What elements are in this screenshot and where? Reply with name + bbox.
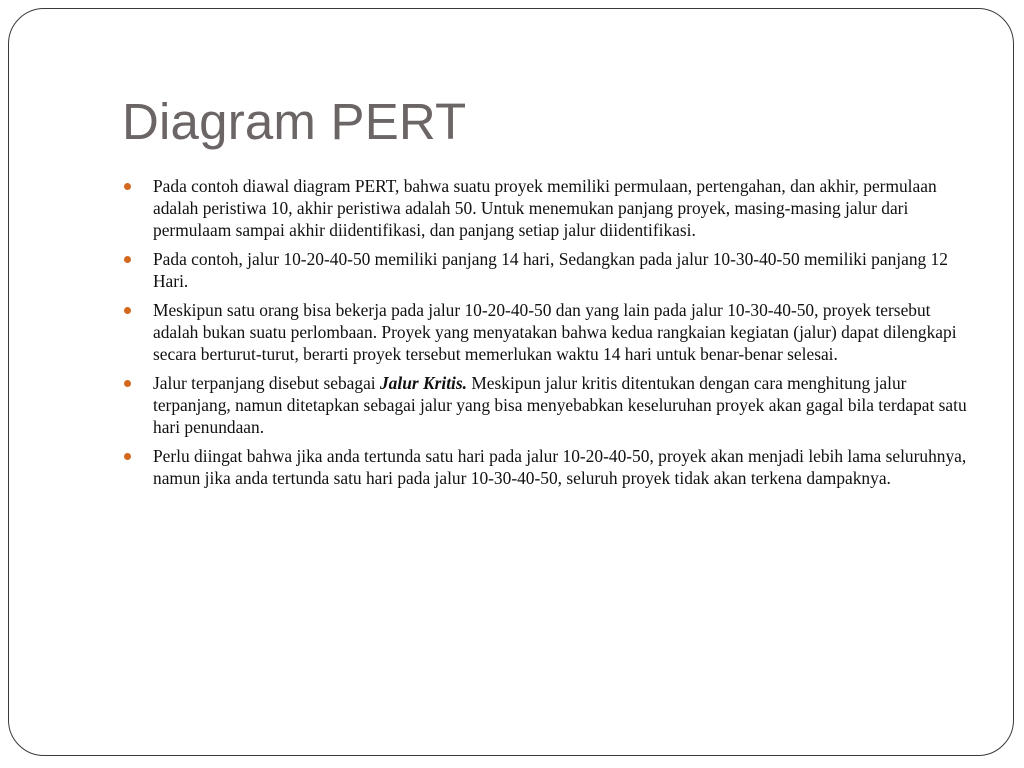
bullet-dot-icon bbox=[124, 453, 131, 460]
bullet-text: Pada contoh, jalur 10-20-40-50 memiliki panjang 14 hari, Sedangkan pada jalur 10-30-40-50 memiliki panjang 12 Hari. bbox=[153, 249, 948, 291]
slide-frame bbox=[8, 8, 1014, 756]
bullet-list bbox=[123, 175, 973, 496]
slide-title: Diagram PERT bbox=[122, 93, 467, 150]
bullet-text: Jalur terpanjang disebut sebagai bbox=[153, 373, 380, 393]
bullet-item bbox=[123, 175, 973, 241]
bullet-dot-icon bbox=[124, 256, 131, 263]
bullet-item bbox=[123, 248, 973, 292]
bullet-dot-icon bbox=[124, 307, 131, 314]
bullet-text: Meskipun satu orang bisa bekerja pada jalur 10-20-40-50 dan yang lain pada jalur 10-30-40-50, proyek tersebut adalah bukan suatu perlombaan. Proyek yang menyatakan bahwa kedua rangkaian kegiatan (jalur) dapat dilengkapi secara berturut-turut, berarti proyek tersebut memerlukan waktu 14 hari untuk benar-benar selesai. bbox=[153, 300, 957, 364]
bullet-dot-icon bbox=[124, 183, 131, 190]
bullet-text-continued: Meskipun jalur kritis ditentukan dengan cara menghitung jalur terpanjang, namun ditetapkan sebagai jalur yang bisa menyebabkan keseluruhan proyek akan gagal bila terdapat satu hari penundaan. bbox=[153, 373, 967, 437]
critical-path-term: Jalur Kritis. bbox=[379, 373, 467, 393]
bullet-item bbox=[123, 299, 973, 365]
bullet-item bbox=[123, 372, 973, 438]
bullet-dot-icon bbox=[124, 380, 131, 387]
bullet-item bbox=[123, 445, 973, 489]
bullet-text: Pada contoh diawal diagram PERT, bahwa suatu proyek memiliki permulaan, pertengahan, dan akhir, permulaan adalah peristiwa 10, akhir peristiwa adalah 50. Untuk menemukan panjang proyek, masing-masing jalur dari permulaam sampai akhir diidentifikasi, dan panjang setiap jalur diidentifikasi. bbox=[153, 176, 937, 240]
bullet-text: Perlu diingat bahwa jika anda tertunda satu hari pada jalur 10-20-40-50, proyek akan menjadi lebih lama seluruhnya, namun jika anda tertunda satu hari pada jalur 10-30-40-50, seluruh proyek tidak akan terkena dampaknya. bbox=[153, 446, 967, 488]
